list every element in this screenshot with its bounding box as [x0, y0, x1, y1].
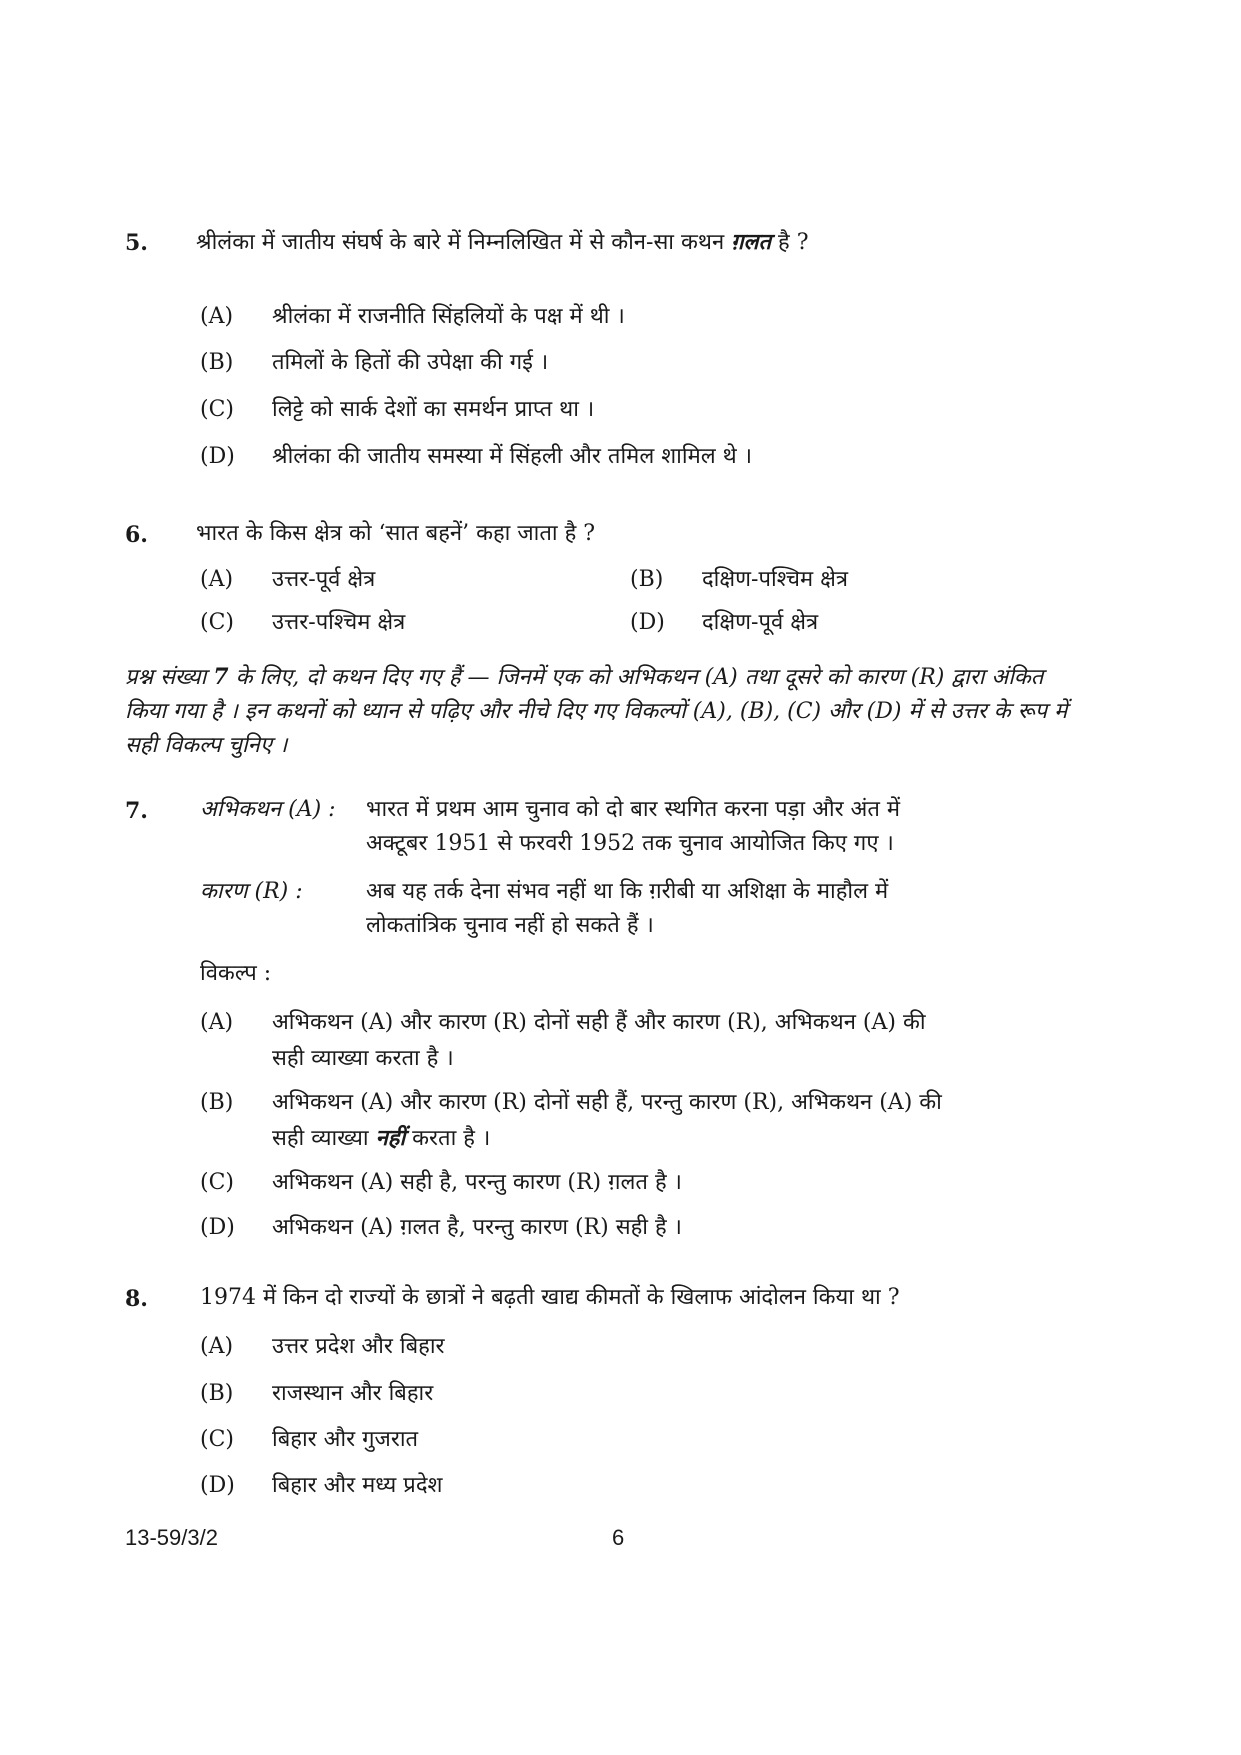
reason-line-2: लोकतांत्रिक चुनाव नहीं हो सकते हैं । [366, 913, 654, 938]
question-8-option-c: (C) बिहार और गुजरात [200, 1427, 419, 1452]
question-7-option-d: (D) अभिकथन (A) ग़लत है, परन्तु कारण (R) सही है । [200, 1215, 682, 1240]
option-b-emphasis: नहीं [375, 1125, 406, 1151]
question-8-text: 1974 में किन दो राज्यों के छात्रों ने बढ़ती खाद्य कीमतों के खिलाफ आंदोलन किया था ? [200, 1285, 900, 1310]
question-7-option-b-line-2: सही व्याख्या नहीं करता है । [272, 1125, 491, 1151]
question-7-option-a-line-2: सही व्याख्या करता है । [272, 1046, 454, 1071]
question-5-number: 5. [125, 230, 148, 256]
question-6-option-c: (C) उत्तर-पश्चिम क्षेत्र [200, 610, 406, 635]
question-7-number: 7. [125, 798, 148, 824]
page-number: 6 [612, 1525, 625, 1550]
question-7-instruction: प्रश्न संख्या 7 के लिए, दो कथन दिए गए हैं — जिनमें एक को अभिकथन (A) तथा दूसरे को कारण (R) द्वारा अंकित किया गया है । इन कथनों को ध्यान से पढ़िए और नीचे दिए गए विकल्पों (A), (B), (C) और (D) में से उत्तर के रूप में सही विकल्प चुनिए । [125, 664, 1068, 758]
question-5-emphasis: ग़लत [731, 229, 772, 255]
question-5-text-before: श्रीलंका में जातीय संघर्ष के बारे में निम्नलिखित में से कौन-सा कथन [196, 230, 725, 255]
question-8-option-d: (D) बिहार और मध्य प्रदेश [200, 1473, 443, 1498]
question-7-option-a: (A) अभिकथन (A) और कारण (R) दोनों सही हैं और कारण (R), अभिकथन (A) की [200, 1010, 926, 1035]
question-5-option-a: (A) श्रीलंका में राजनीति सिंहलियों के पक्ष में थी । [200, 304, 625, 329]
assertion-line-1: भारत में प्रथम आम चुनाव को दो बार स्थगित करना पड़ा और अंत में [366, 797, 901, 822]
question-6-option-b: (B) दक्षिण-पश्चिम क्षेत्र [630, 567, 849, 592]
question-5-option-d: (D) श्रीलंका की जातीय समस्या में सिंहली और तमिल शामिल थे । [200, 444, 753, 469]
question-7-option-c: (C) अभिकथन (A) सही है, परन्तु कारण (R) ग़लत है । [200, 1170, 682, 1195]
question-8-option-b: (B) राजस्थान और बिहार [200, 1381, 434, 1406]
paper-code: 13-59/3/2 [125, 1525, 218, 1550]
question-5-text [196, 226, 809, 259]
reason-line-1: अब यह तर्क देना संभव नहीं था कि ग़रीबी या अशिक्षा के माहौल में [366, 879, 889, 904]
instruction-question-number: 7 [213, 664, 229, 690]
assertion-line-2: अक्टूबर 1951 से फरवरी 1952 तक चुनाव आयोजित किए गए । [366, 831, 894, 856]
question-5-text-after: है ? [778, 230, 809, 255]
question-6-option-a: (A) उत्तर-पूर्व क्षेत्र [200, 567, 376, 592]
choices-label: विकल्प : [200, 961, 272, 986]
question-6-number: 6. [125, 522, 148, 548]
question-7-option-b: (B) अभिकथन (A) और कारण (R) दोनों सही हैं, परन्तु कारण (R), अभिकथन (A) की [200, 1090, 942, 1115]
question-6-option-d: (D) दक्षिण-पूर्व क्षेत्र [630, 610, 819, 635]
question-8-number: 8. [125, 1286, 148, 1312]
question-6-text: भारत के किस क्षेत्र को ‘सात बहनें’ कहा जाता है ? [196, 521, 596, 546]
assertion-label: अभिकथन (A) : [200, 797, 336, 822]
question-5-option-b: (B) तमिलों के हितों की उपेक्षा की गई । [200, 350, 549, 375]
question-5-option-c: (C) लिट्टे को सार्क देशों का समर्थन प्राप्त था । [200, 397, 595, 422]
reason-label: कारण (R) : [200, 879, 303, 904]
question-8-option-a: (A) उत्तर प्रदेश और बिहार [200, 1334, 445, 1359]
